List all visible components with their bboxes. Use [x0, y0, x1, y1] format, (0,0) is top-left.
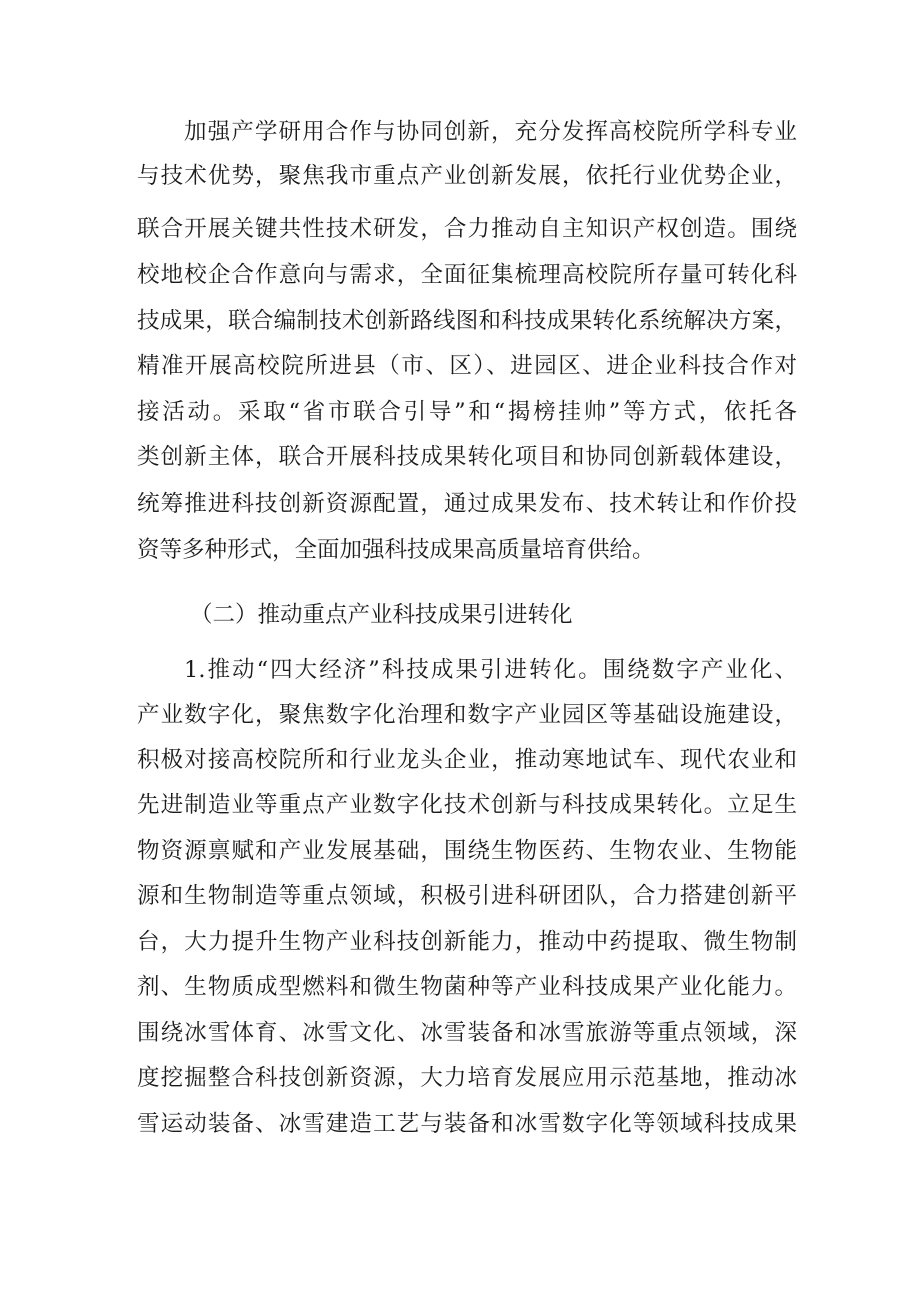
paragraph-1-line: 精准开展高校院所进县（市、区）、进园区、进企业科技合作对 [137, 353, 797, 379]
section-heading: （二）推动重点产业科技成果引进转化 [190, 602, 573, 628]
paragraph-2-line: 围绕冰雪体育、冰雪文化、冰雪装备和冰雪旅游等重点领域，深 [137, 1020, 797, 1046]
paragraph-2-line: 度挖掘整合科技创新资源，大力培育发展应用示范基地，推动冰 [137, 1065, 797, 1091]
paragraph-2-line: 产业数字化，聚焦数字化治理和数字产业园区等基础设施建设， [137, 702, 797, 728]
paragraph-1-line: 资等多种形式，全面加强科技成果高质量培育供给。 [137, 537, 655, 563]
paragraph-2-line: 物资源禀赋和产业发展基础，围绕生物医药、生物农业、生物能 [137, 838, 797, 864]
paragraph-1-line: 与技术优势，聚焦我市重点产业创新发展，依托行业优势企业， [137, 163, 797, 189]
paragraph-1-line: 技成果，联合编制技术创新路线图和科技成果转化系统解决方案， [137, 308, 797, 334]
paragraph-1-line: 统筹推进科技创新资源配置，通过成果发布、技术转让和作价投 [137, 491, 797, 517]
paragraph-2-line: 先进制造业等重点产业数字化技术创新与科技成果转化。立足生 [137, 792, 797, 818]
paragraph-2-line: 源和生物制造等重点领域，积极引进科研团队，合力搭建创新平 [137, 883, 797, 909]
paragraph-2-line: 1.推动“四大经济”科技成果引进转化。围绕数字产业化、 [184, 657, 797, 683]
paragraph-2-line: 台，大力提升生物产业科技创新能力，推动中药提取、微生物制 [137, 929, 797, 955]
paragraph-1-line: 接活动。采取“省市联合引导”和“揭榜挂帅”等方式，依托各 [137, 399, 797, 425]
paragraph-1-line: 类创新主体，联合开展科技成果转化项目和协同创新载体建设， [137, 444, 797, 470]
paragraph-2-line: 雪运动装备、冰雪建造工艺与装备和冰雪数字化等领域科技成果 [137, 1111, 797, 1137]
paragraph-1-line: 校地校企合作意向与需求，全面征集梳理高校院所存量可转化科 [137, 262, 797, 288]
paragraph-2-line: 积极对接高校院所和行业龙头企业，推动寒地试车、现代农业和 [137, 747, 797, 773]
paragraph-1-line: 加强产学研用合作与协同创新，充分发挥高校院所学科专业 [184, 119, 797, 145]
paragraph-2-line: 剂、生物质成型燃料和微生物菌种等产业科技成果产业化能力。 [137, 974, 797, 1000]
paragraph-1-line: 联合开展关键共性技术研发，合力推动自主知识产权创造。围绕 [137, 216, 797, 242]
